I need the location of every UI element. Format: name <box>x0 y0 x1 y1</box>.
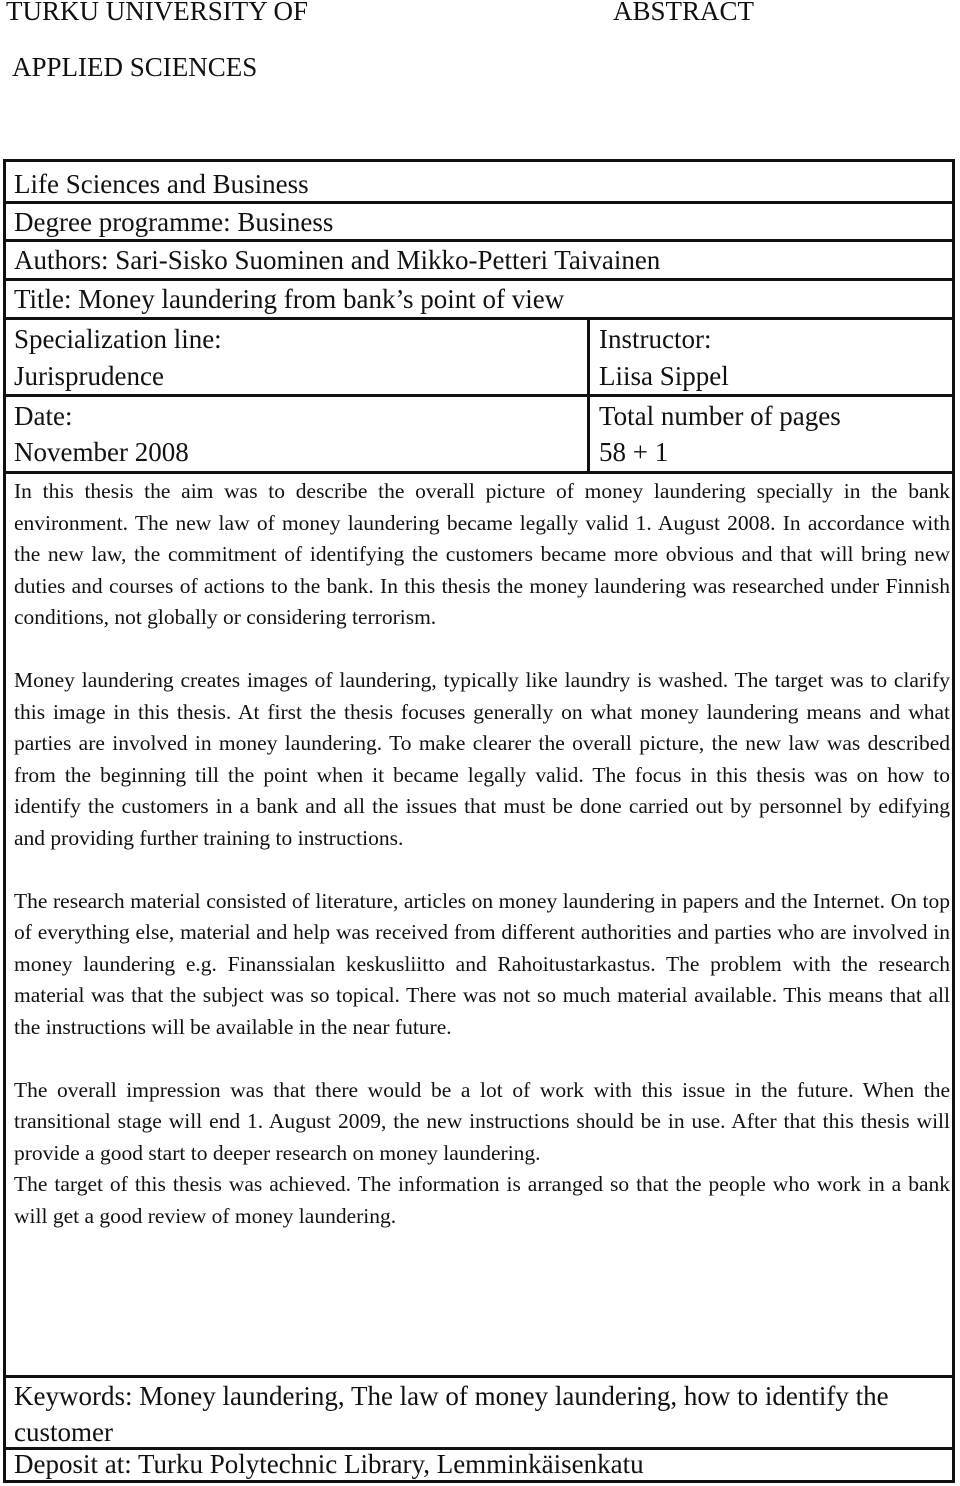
pages-value: 58 + 1 <box>599 437 669 467</box>
thesis-title: Title: Money laundering from bank’s point of view <box>14 284 565 314</box>
degree-row <box>6 204 952 242</box>
keywords: Keywords: Money laundering, The law of money laundering, how to identify the customer <box>14 1381 889 1447</box>
abstract-section <box>6 474 952 1378</box>
abstract-paragraph-2: Money laundering creates images of laundering, typically like laundry is washed. The target was to clarify this image in this thesis. At first the thesis focuses generally on what money laundering means and what parties are involved in money laundering. To make clearer the overall picture, the new law was described from the beginning till the point when it became legally valid. The focus in this thesis was on how to identify the customers in a bank and all the issues that must be done carried out by personnel by edifying and providing further training to instructions. <box>14 667 950 850</box>
abstract-paragraph-4: The overall impression was that there would be a lot of work with this issue in the future. When the transitional stage will end 1. August 2009, the new instructions should be in use. After that this thesis will provide a good start to deeper research on money laundering. <box>14 1077 950 1165</box>
date-label: Date: <box>14 401 73 431</box>
faculty-row <box>6 162 952 204</box>
pages-label: Total number of pages <box>599 401 841 431</box>
keywords-row <box>6 1378 952 1450</box>
date-row <box>6 397 952 474</box>
instructor-label: Instructor: <box>599 324 712 354</box>
degree-programme: Degree programme: Business <box>14 207 334 237</box>
specialization-value: Jurisprudence <box>14 361 164 391</box>
abstract-paragraph-5: The target of this thesis was achieved. The information is arranged so that the people who work in a bank will get a good review of money laundering. <box>14 1172 950 1228</box>
document-type-heading: ABSTRACT <box>613 0 755 26</box>
date-value: November 2008 <box>14 437 189 467</box>
abstract-paragraph-3: The research material consisted of literature, articles on money laundering in papers and the Internet. On top of everything else, material and help was received from different authorities and parties who are involved in money laundering e.g. Finanssialan keskusliitto and Rahoitustarkastus. The problem with the research material was that the subject was so topical. There was not so much material available. This means that all the instructions will be available in the near future. <box>14 888 950 1039</box>
authors-row <box>6 242 952 281</box>
deposit-row <box>6 1450 952 1486</box>
abstract-form <box>3 159 955 1483</box>
faculty: Life Sciences and Business <box>14 169 309 199</box>
specialization-label: Specialization line: <box>14 324 222 354</box>
abstract-text <box>14 476 950 1232</box>
specialization-row <box>6 320 952 397</box>
instructor-value: Liisa Sippel <box>599 361 729 391</box>
column-divider <box>587 320 590 474</box>
abstract-paragraph-1: In this thesis the aim was to describe the overall picture of money laundering specially in the bank environment. The new law of money laundering became legally valid 1. August 2008. In accordance with the new law, the commitment of identifying the customers became more obvious and that will bring new duties and courses of actions to the bank. In this thesis the money laundering was researched under Finnish conditions, not globally or considering terrorism. <box>14 479 950 630</box>
title-row <box>6 281 952 320</box>
university-name-line2: APPLIED SCIENCES <box>12 52 258 82</box>
university-name-line1: TURKU UNIVERSITY OF <box>6 0 308 26</box>
deposit-location: Deposit at: Turku Polytechnic Library, Lemminkäisenkatu <box>14 1449 644 1479</box>
authors: Authors: Sari-Sisko Suominen and Mikko-Petteri Taivainen <box>14 245 661 275</box>
